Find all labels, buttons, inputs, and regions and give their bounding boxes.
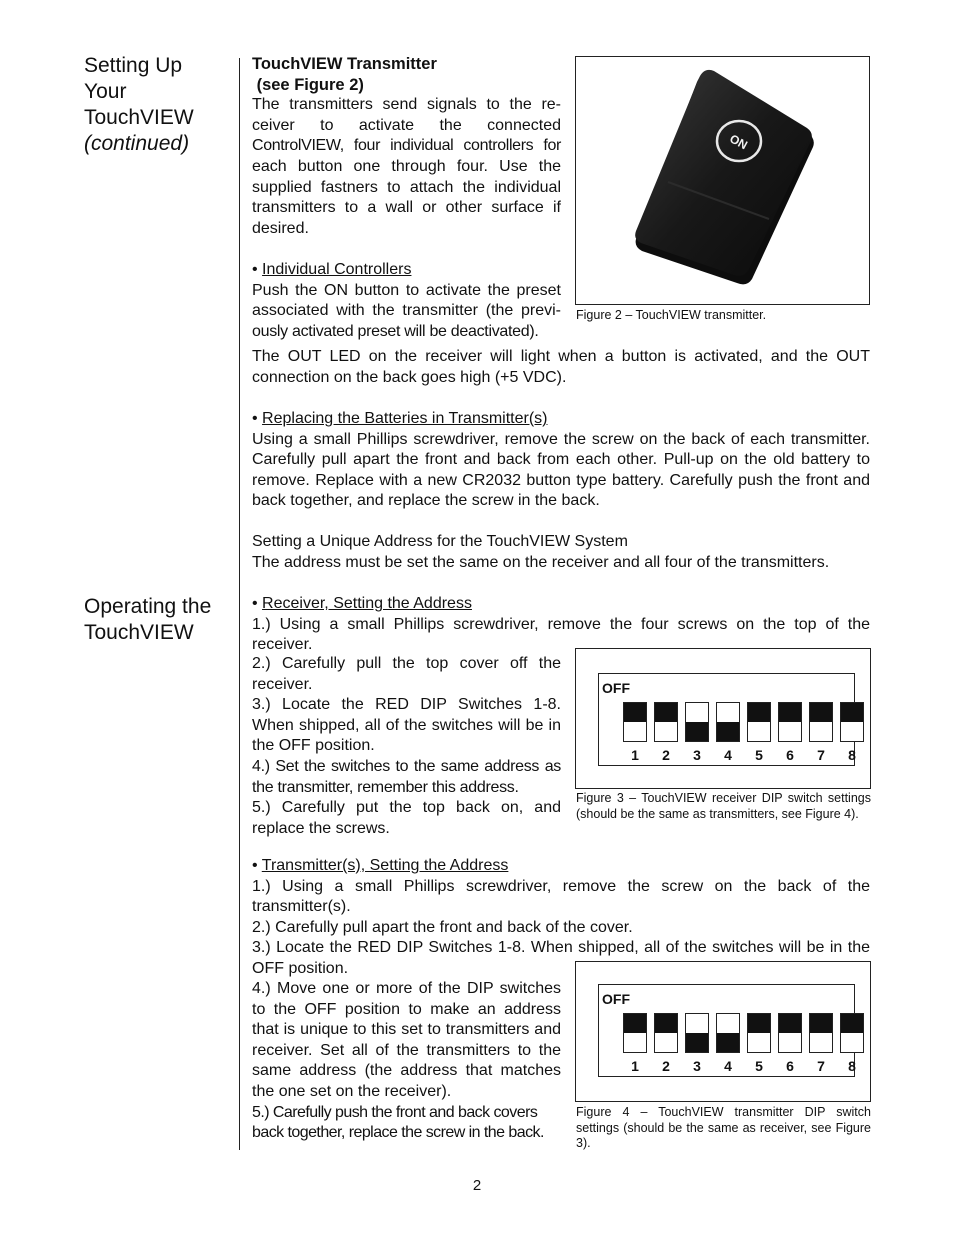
figure-4-caption: Figure 4 – TouchVIEW transmitter DIP switch settings (should be the same as receiver, see Figure 3). [576,1105,871,1150]
dip-switch-number: 4 [724,1058,732,1074]
dip-switch-knob [810,703,832,722]
figure-2-frame [575,56,870,305]
dip-switch-3 [685,1013,709,1053]
dip-switch-5 [747,1013,771,1053]
dip-switch-number: 1 [631,747,639,763]
transmitter-device-image [576,57,869,304]
receiver-step5: 5.) Carefully put the top back on, and replace the screws. [252,799,561,837]
batteries-text: Using a small Phillips screwdriver, remove the screw on the back of each transmitter. Carefully pull apart the front and back from each other. Pull-up on the old battery to remove. Replace with a new CR2032 button type battery. Carefully push the front and back together, and replace the screw in the back. [252,430,870,510]
transmitter-intro-line4: each button one through four. Use the [252,157,561,175]
transmitter-intro-line5: supplied fastners to attach the individual [252,178,561,196]
dip-switch-4 [716,702,740,742]
dip-switch-knob [841,1014,863,1033]
receiver-heading [252,594,870,615]
transmitters-steps-narrow [252,979,561,1144]
dip-switch-number: 3 [693,747,701,763]
dip-off-label: OFF [602,680,630,696]
address-section [252,532,870,573]
dip-switch-knob [624,703,646,722]
figure-3-frame [575,648,871,789]
figure-4-frame [575,961,871,1102]
transmitter-heading-line1: TouchVIEW Transmitter [252,55,437,73]
dip-switch-number: 6 [786,747,794,763]
dip-switch-knob [686,1033,708,1052]
receiver-steps-narrow [252,654,561,839]
sidebar-setup-line1: Setting Up [84,54,183,77]
dip-off-label: OFF [602,991,630,1007]
dip-switch-number: 3 [693,1058,701,1074]
transmitters-address-title: Transmitter(s), Setting the Address [261,857,509,874]
receiver-section [252,594,870,656]
bullet: • [252,410,263,427]
individual-out-led-paragraph [252,347,870,388]
receiver-step4: 4.) Set the switches to the same address as the transmitter, remember this address. [252,757,561,796]
page-number: 2 [472,1177,482,1194]
dip-switch-1 [623,1013,647,1053]
bullet: • [252,595,263,612]
receiver-title: Receiver, Setting the Address [262,595,472,612]
individual-controllers-heading [252,260,561,281]
individual-line3: ously activated preset will be deactivated). [252,322,539,340]
batteries-heading [252,409,870,430]
transmitter-heading-line2: (see Figure 2) [252,75,364,94]
dip-switch-knob [779,1014,801,1033]
dip-switch-7 [809,702,833,742]
figure-2-caption: Figure 2 – TouchVIEW transmitter. [576,308,767,322]
dip-switch-8 [840,702,864,742]
dip-switch-number: 5 [755,747,763,763]
dip-switch-8 [840,1013,864,1053]
dip-switch-number: 7 [817,1058,825,1074]
receiver-step2: 2.) Carefully pull the top cover off the receiver. [252,655,561,693]
batteries-title: Replacing the Batteries in Transmitter(s) [262,410,548,427]
bullet: • [252,857,262,874]
dip-switch-number: 7 [817,747,825,763]
dip-switch-2 [654,702,678,742]
dip-switch-number: 8 [848,747,856,763]
dip-switch-knob [624,1014,646,1033]
sidebar-operating-line1: Operating the [84,595,212,618]
individual-line1: Push the ON button to activate the preset [252,281,561,299]
transmitter-intro-line6: transmitters to a wall or other surface if [252,199,561,217]
individual-line2: associated with the transmitter (the previ- [252,302,561,320]
dip-switch-7 [809,1013,833,1053]
sidebar-setup-line2: Your [84,80,127,103]
address-text: The address must be set the same on the receiver and all four of the transmitters. [252,553,830,571]
transmitter-intro-line2: ceiver to activate the connected [252,116,561,134]
dip-switch-number: 2 [662,1058,670,1074]
transmitters-step4: 4.) Move one or more of the DIP switches to the OFF position to make an address that is unique to this set to transmitters and receiver. Set all of the transmitters to the same address (the address that matches the one set on the receiver). [252,980,561,1100]
dip-switch-3 [685,702,709,742]
batteries-section [252,409,870,512]
dip-switch-knob [779,703,801,722]
dip-switch-knob [686,722,708,741]
dip-switch-knob [655,703,677,722]
dip-switch-number: 2 [662,747,670,763]
transmitter-intro-line3: ControlVIEW, four individual controllers for [252,137,561,155]
sidebar-setup-line3: TouchVIEW [84,106,194,129]
dip-switch-number: 8 [848,1058,856,1074]
dip-switch-bank [598,984,855,1077]
dip-switch-number: 1 [631,1058,639,1074]
figure-3-caption: Figure 3 – TouchVIEW receiver DIP switch settings (should be the same as transmitters, see Figure 4). [576,791,871,821]
individual-para2: The OUT LED on the receiver will light when a button is activated, and the OUT connection on the back goes high (+5 VDC). [252,348,870,386]
dip-switch-knob [748,703,770,722]
bullet: • [252,260,263,278]
dip-switch-number: 5 [755,1058,763,1074]
transmitter-intro-line7: desired. [252,219,309,237]
sidebar-operating-line2: TouchVIEW [84,621,194,644]
transmitter-intro-line1: The transmitters send signals to the re- [252,96,561,114]
dip-switch-number: 6 [786,1058,794,1074]
receiver-step1: 1.) Using a small Phillips screwdriver, remove the four screws on the top of the receiver. [252,615,870,654]
sidebar-heading-setup [84,53,234,157]
transmitters-step2: 2.) Carefully pull apart the front and back of the cover. [252,918,633,936]
dip-switch-4 [716,1013,740,1053]
transmitters-step5: 5.) Carefully push the front and back covers back together, replace the screw in the back. [252,1103,544,1142]
dip-switch-bank [598,673,855,766]
transmitters-address-heading [252,856,870,877]
transmitter-section [252,54,561,342]
dip-switch-knob [717,722,739,741]
dip-switch-knob [810,1014,832,1033]
transmitters-step1: 1.) Using a small Phillips screwdriver, remove the screw on the back of the transmitter(s). [252,877,870,916]
address-title: Setting a Unique Address for the TouchVIEW System [252,533,628,550]
device-body [635,70,812,276]
dip-switch-number: 4 [724,747,732,763]
individual-controllers-title: Individual Controllers [262,260,412,278]
transmitters-step3: 3.) Locate the RED DIP Switches 1-8. When shipped, all of the switches will be in the OFF position. [252,939,870,977]
dip-switch-knob [841,703,863,722]
on-button-label: ON [727,131,750,153]
dip-switch-5 [747,702,771,742]
dip-switch-knob [717,1033,739,1052]
dip-switch-1 [623,702,647,742]
dip-switch-knob [655,1014,677,1033]
receiver-step3: 3.) Locate the RED DIP Switches 1-8. When shipped, all of the switches will be in the OFF position. [252,696,561,755]
dip-switch-2 [654,1013,678,1053]
vertical-divider [239,58,240,1150]
sidebar-heading-operating [84,594,234,646]
sidebar-setup-line4: (continued) [84,132,190,155]
dip-switch-knob [748,1014,770,1033]
dip-switch-6 [778,1013,802,1053]
dip-switch-6 [778,702,802,742]
